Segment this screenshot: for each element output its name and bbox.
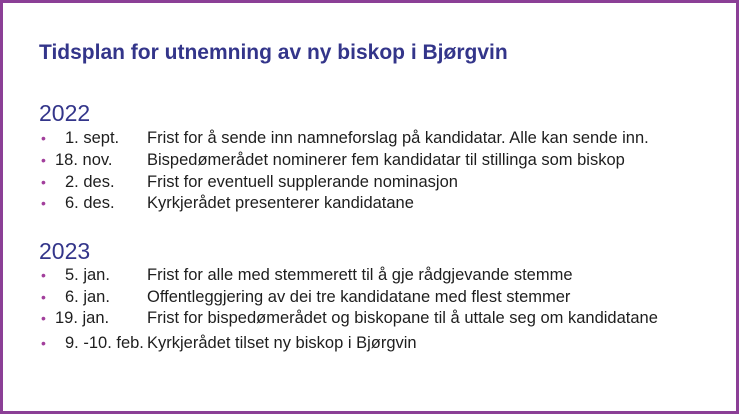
item-text: Offentleggjering av dei tre kandidatane med flest stemmer — [147, 287, 571, 306]
section-2022 — [39, 99, 649, 215]
section-2023 — [39, 237, 658, 356]
bullet-icon: • — [41, 267, 46, 283]
item-date: 9. -10. feb. — [65, 333, 144, 352]
item-date: 19. jan. — [55, 309, 110, 327]
page-title: Tidsplan for utnemning av ny biskop i Bjørgvin — [39, 41, 508, 64]
year-heading: 2022 — [39, 100, 91, 126]
item-text: Frist for alle med stemmerett til å gje rådgjevande stemme — [147, 266, 573, 284]
timeline-item — [39, 265, 573, 287]
item-date: 6. jan. — [65, 287, 110, 306]
bullet-icon: • — [41, 288, 46, 305]
timeline-item — [39, 330, 417, 356]
bullet-icon: • — [41, 173, 46, 190]
item-text: Frist for eventuell supplerande nominasjon — [147, 172, 458, 191]
item-text: Kyrkjerådet presenterer kandidatane — [147, 194, 414, 212]
timeline-item — [39, 193, 414, 215]
timeline-list — [39, 265, 658, 356]
item-text: Frist for å sende inn namneforslag på kandidatar. Alle kan sende inn. — [147, 129, 649, 147]
item-text: Bispedømerådet nominerer fem kandidatar til stillinga som biskop — [147, 151, 625, 169]
item-date: 1. sept. — [65, 129, 120, 147]
bullet-icon: • — [41, 334, 46, 351]
timeline-item — [39, 172, 458, 194]
item-date: 18. nov. — [55, 151, 113, 169]
year-heading: 2023 — [39, 238, 91, 264]
timeline-item — [39, 127, 649, 150]
item-text: Frist for bispedømerådet og biskopane til å uttale seg om kandidatane — [147, 309, 658, 327]
bullet-icon: • — [41, 310, 46, 326]
bullet-icon: • — [41, 152, 46, 168]
item-date: 5. jan. — [65, 266, 110, 284]
timeline-item — [39, 150, 625, 172]
bullet-icon: • — [41, 130, 46, 146]
timeline-list — [39, 127, 649, 215]
item-date: 6. des. — [65, 194, 115, 212]
bullet-icon: • — [41, 195, 46, 211]
timeline-item — [39, 287, 571, 309]
timeline-item — [39, 308, 658, 330]
item-date: 2. des. — [65, 172, 115, 191]
item-text: Kyrkjerådet tilset ny biskop i Bjørgvin — [147, 333, 417, 352]
